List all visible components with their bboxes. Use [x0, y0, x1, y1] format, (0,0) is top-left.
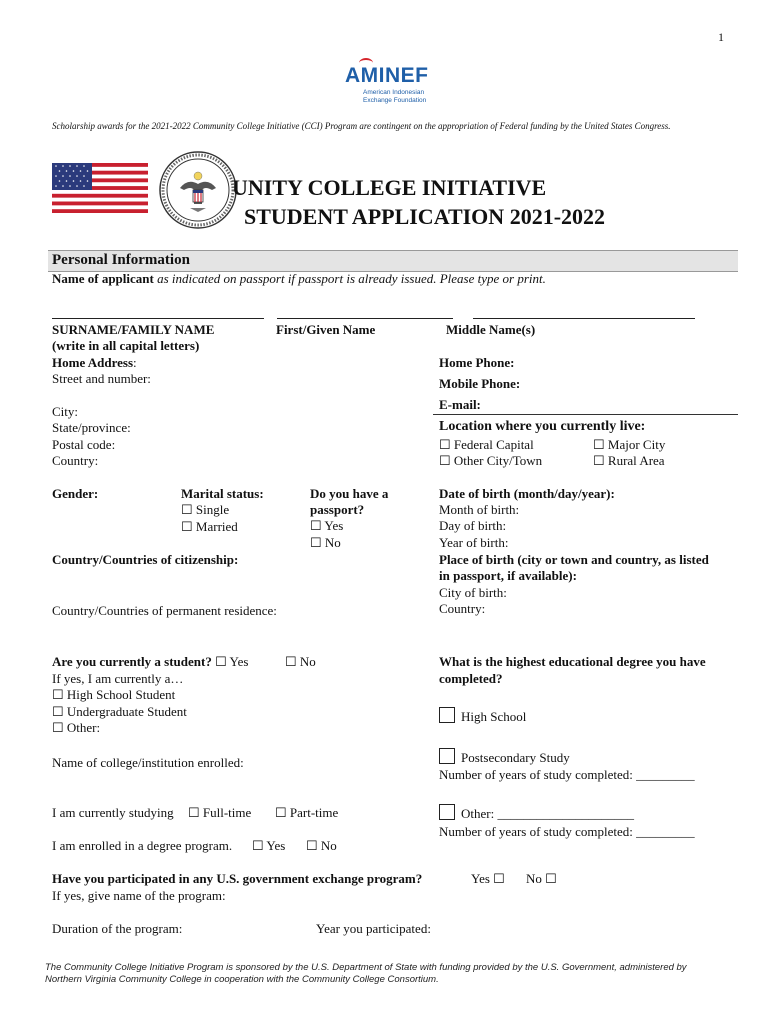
email-label: E-mail:	[439, 397, 481, 412]
passport-yes-checkbox[interactable]: ☐ Yes	[310, 518, 344, 533]
aminef-logo	[345, 64, 441, 106]
street-label: Street and number:	[52, 371, 151, 386]
middle-name-label: Middle Name(s)	[446, 322, 536, 337]
education-postsecondary-option[interactable]	[439, 748, 570, 766]
usg-year-label: Year you participated:	[316, 921, 431, 936]
location-federal-capital-checkbox[interactable]: ☐ Federal Capital	[439, 437, 534, 452]
usg-exchange-question: Have you participated in any U.S. government exchange program?	[52, 871, 423, 886]
pob-city-label: City of birth:	[439, 585, 507, 600]
title-year: 2021-2022	[509, 204, 606, 229]
logo-wordmark: AMINEF	[345, 64, 429, 87]
name-instructions-note: as indicated on passport if passport is already issued. Please type or print.	[153, 271, 546, 286]
student-yes-checkbox[interactable]: ☐ Yes	[215, 654, 249, 669]
usg-yes-checkbox[interactable]: Yes ☐	[471, 871, 505, 886]
passport-label-line1: Do you have a	[310, 486, 389, 501]
marital-status-label: Marital status:	[181, 486, 264, 501]
usg-duration-label: Duration of the program:	[52, 921, 183, 936]
postal-code-label: Postal code:	[52, 437, 116, 452]
fulltime-checkbox[interactable]: ☐ Full-time	[188, 805, 252, 820]
citizenship-label: Country/Countries of citizenship:	[52, 552, 239, 567]
dob-label: Date of birth (month/day/year):	[439, 486, 615, 501]
degree-program-label: I am enrolled in a degree program.	[52, 838, 233, 853]
location-other-city-checkbox[interactable]: ☐ Other City/Town	[439, 453, 543, 468]
us-flag-icon	[52, 163, 148, 213]
dob-day-label: Day of birth:	[439, 518, 507, 533]
student-if-yes: If yes, I am currently a…	[52, 671, 184, 686]
pob-country-label: Country:	[439, 601, 486, 616]
home-address-label	[52, 355, 137, 371]
gender-label: Gender:	[52, 486, 99, 501]
other-degree-checkbox[interactable]	[439, 804, 455, 820]
student-other-checkbox[interactable]: ☐ Other:	[52, 720, 101, 735]
contact-divider	[433, 414, 738, 415]
page-number: 1	[718, 30, 724, 44]
student-undergraduate-checkbox[interactable]: ☐ Undergraduate Student	[52, 704, 187, 719]
first-name-label: First/Given Name	[276, 322, 376, 337]
logo-subtitle: American Indonesian Exchange Foundation	[363, 89, 427, 104]
education-other-option[interactable]	[439, 804, 634, 822]
state-department-seal-icon	[158, 150, 238, 230]
surname-field[interactable]	[52, 318, 264, 319]
usg-program-name-label: If yes, give name of the program:	[52, 888, 226, 903]
high-school-label: High School	[461, 709, 527, 724]
degree-yes-checkbox[interactable]: ☐ Yes	[252, 838, 286, 853]
passport-label-line2: passport?	[310, 502, 365, 517]
studying-label: I am currently studying	[52, 805, 174, 820]
postsecondary-checkbox[interactable]	[439, 748, 455, 764]
surname-note: (write in all capital letters)	[52, 338, 200, 353]
home-phone-label: Home Phone:	[439, 355, 515, 370]
program-title-line1: UNITY COLLEGE INITIATIVE	[232, 175, 547, 200]
dob-year-label: Year of birth:	[439, 535, 509, 550]
parttime-checkbox[interactable]: ☐ Part-time	[275, 805, 339, 820]
home-address-colon: :	[133, 355, 137, 370]
education-question-line2: completed?	[439, 671, 503, 686]
passport-no-checkbox[interactable]: ☐ No	[310, 535, 341, 550]
usg-no-checkbox[interactable]: No ☐	[526, 871, 557, 886]
name-instructions	[52, 271, 546, 287]
postsecondary-label: Postsecondary Study	[461, 750, 570, 765]
high-school-checkbox[interactable]	[439, 707, 455, 723]
education-question-line1: What is the highest educational degree you have	[439, 654, 706, 669]
education-high-school-option[interactable]	[439, 707, 526, 725]
pob-label-line1: Place of birth (city or town and country, as listed	[439, 552, 709, 567]
degree-no-checkbox[interactable]: ☐ No	[306, 838, 337, 853]
funding-disclaimer: Scholarship awards for the 2021-2022 Community College Initiative (CCI) Program are contingent on the appropriation of Federal funding by the United States Congress.	[52, 121, 671, 131]
location-rural-area-checkbox[interactable]: ☐ Rural Area	[593, 453, 665, 468]
first-name-field[interactable]	[277, 318, 453, 319]
pob-label-line2: in passport, if available):	[439, 568, 577, 583]
postsecondary-years-field[interactable]: Number of years of study completed: _________	[439, 767, 695, 782]
mobile-phone-label: Mobile Phone:	[439, 376, 521, 391]
other-years-field[interactable]: Number of years of study completed: _________	[439, 824, 695, 839]
other-degree-field[interactable]: Other: _____________________	[461, 806, 634, 821]
location-label: Location where you currently live:	[439, 419, 646, 434]
title-application-text: STUDENT APPLICATION	[244, 204, 505, 229]
city-label: City:	[52, 404, 79, 419]
name-instructions-label: Name of applicant	[52, 271, 154, 286]
location-major-city-checkbox[interactable]: ☐ Major City	[593, 437, 666, 452]
country-label: Country:	[52, 453, 99, 468]
student-no-checkbox[interactable]: ☐ No	[285, 654, 316, 669]
student-high-school-checkbox[interactable]: ☐ High School Student	[52, 687, 176, 702]
marital-married-checkbox[interactable]: ☐ Married	[181, 519, 238, 534]
student-question: Are you currently a student?	[52, 654, 212, 669]
student-question-row	[52, 654, 248, 670]
home-address-label-text: Home Address	[52, 355, 134, 370]
section-title: Personal Information	[52, 252, 190, 268]
middle-name-field[interactable]	[473, 318, 695, 319]
residence-label: Country/Countries of permanent residence:	[52, 603, 277, 618]
sponsor-footer: The Community College Initiative Program is sponsored by the U.S. Department of State with funding provided by the U.S. Government, administered by Northern Virginia Community College in cooperation with the Community College Consortium.	[45, 962, 687, 985]
institution-label: Name of college/institution enrolled:	[52, 755, 244, 770]
surname-label: SURNAME/FAMILY NAME	[52, 322, 215, 337]
state-label: State/province:	[52, 420, 131, 435]
marital-single-checkbox[interactable]: ☐ Single	[181, 502, 230, 517]
program-title-line2	[244, 204, 605, 230]
dob-month-label: Month of birth:	[439, 502, 520, 517]
